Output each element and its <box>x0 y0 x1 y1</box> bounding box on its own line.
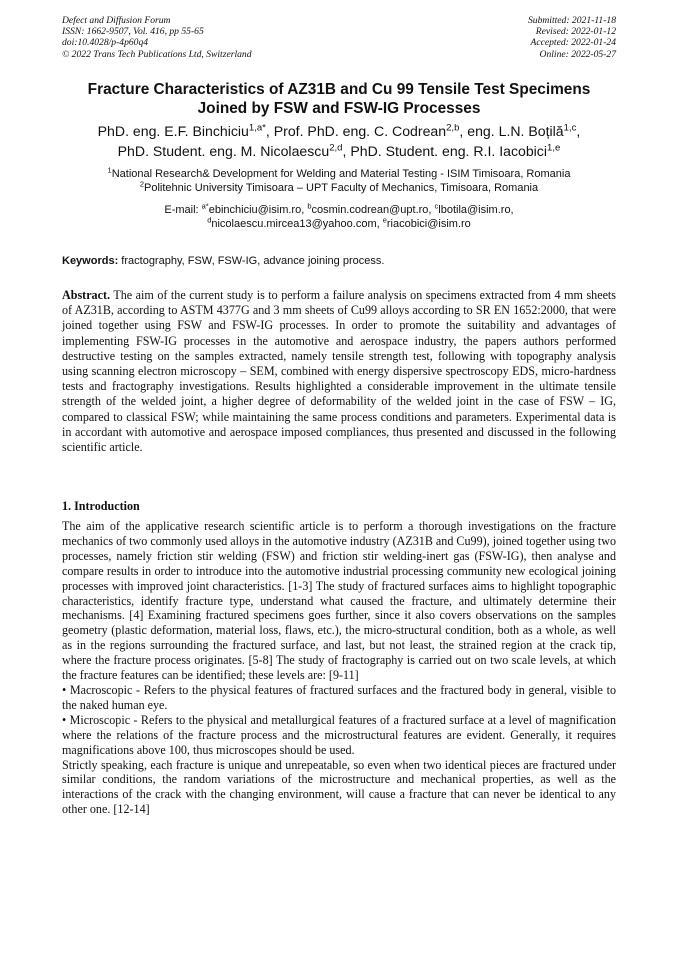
email-link[interactable]: nicolaescu.mircea13@yahoo.com, <box>211 218 383 230</box>
keywords <box>62 254 616 268</box>
author-affil-mark: 2,b <box>446 122 460 134</box>
author-name: PhD. Student. eng. M. Nicolaescu <box>117 143 330 159</box>
title-line-2: Joined by FSW and FSW-IG Processes <box>197 100 481 117</box>
journal-info <box>62 15 252 60</box>
author-affil-mark: 1,c <box>563 122 577 134</box>
abstract-text: The aim of the current study is to perform a failure analysis on specimens extracted from 4 mm sheets of AZ31B, according to ASTM 4377G and 3 mm sheets of Cu99 alloys according to SR EN 1652:2000, that were joined together using FSW and FSW-IG processes. In order to promote the suitability and advantages of implementing FSW-IG processes in the automotive and aerospace industry, the papers authors performed destructive testing on the samples extracted, namely tensile strength test, following with topography analysis using scanning electron microscopy – SEM, combined with energy dispersive spectroscopy EDS, micro-hardness tests and fractography investigations. Results highlighted a considerable improvement in the ultimate tensile strength of the welded joint, a higher degree of deformability of the welded joint in the case of FSW – IG, compared to classical FSW; while maintaining the same process conditions and parameters. Experimental data is in accordant with automotive and aerospace imposed compliances, thus presented and discussed in the following scientific article. <box>62 288 616 455</box>
keywords-text: fractography, FSW, FSW-IG, advance joining process. <box>118 255 385 267</box>
paragraph: Strictly speaking, each fracture is unique and unrepeatable, so even when two identical pieces are fractured under similar conditions, the random variations of the microstructure and mechanical properties, as well as the interactions of the crack with the changing environment, will cause a fracture that can never be identical to any other one. [12-14] <box>62 757 616 817</box>
date-submitted: Submitted: 2021-11-18 <box>527 15 616 26</box>
date-accepted: Accepted: 2022-01-24 <box>530 37 616 49</box>
email-label: E-mail: <box>164 204 202 216</box>
author-affil-mark: 1,e <box>547 142 561 154</box>
email-link[interactable]: cosmin.codrean@upt.ro, <box>311 204 435 216</box>
author-name: PhD. eng. E.F. Binchiciu <box>97 123 249 139</box>
bullet-paragraph: • Microscopic - Refers to the physical and metallurgical features of a fractured surface at a level of magnification where the relations of the fracture process and the microstructural features are evident. Generally, it requires magnifications above 100, thus microscopes should be used. <box>62 712 616 757</box>
author-affil-mark: 1,a* <box>248 122 266 134</box>
author-list <box>30 121 648 161</box>
section-heading-introduction: 1. Introduction <box>62 499 140 513</box>
title-line-1: Fracture Characteristics of AZ31B and Cu 99 Tensile Test Specimens <box>87 81 591 98</box>
abstract <box>62 288 616 455</box>
journal-copyright: © 2022 Trans Tech Publications Ltd, Switzerland <box>62 48 252 60</box>
journal-issn: ISSN: 1662-9507, Vol. 416, pp 55-65 <box>62 26 204 38</box>
introduction-body <box>62 519 616 817</box>
author-name: , eng. L.N. Boțilă <box>459 123 564 139</box>
author-line-2 <box>30 141 648 161</box>
paper-title <box>40 80 638 118</box>
publication-dates <box>528 15 616 60</box>
email-line-2: $^d$nicolaescu.mircea13@yahoo.com, $^e$riacobici@isim.ro <box>207 215 471 230</box>
author-name: , Prof. PhD. eng. C. Codrean <box>265 123 447 139</box>
author-affil-mark: 2,d <box>329 142 343 154</box>
date-revised: Revised: 2022-01-12 <box>535 26 616 38</box>
email-line-1: E-mail: $^{a*}$ebinchiciu@isim.ro, $^b$cosmin.codrean@upt.ro, $^c$lbotila@isim.ro, <box>164 201 514 216</box>
email-link[interactable]: lbotila@isim.ro, <box>438 204 514 216</box>
email-link[interactable]: ebinchiciu@isim.ro, <box>208 204 308 216</box>
journal-doi: doi:10.4028/p-4p60q4 <box>62 37 149 49</box>
date-online: Online: 2022-05-27 <box>539 48 616 60</box>
author-line-1 <box>30 121 648 141</box>
affiliation-2: $^2$Politehnic University Timisoara – UPT Faculty of Mechanics, Timisoara, Romania <box>139 179 539 194</box>
journal-name: Defect and Diffusion Forum <box>62 15 171 26</box>
bullet-paragraph: • Macroscopic - Refers to the physical features of fractured surfaces and the fractured body in general, visible to the naked human eye. <box>62 682 616 712</box>
abstract-label: Abstract. <box>62 288 111 302</box>
keywords-label: Keywords: <box>62 255 119 267</box>
author-emails <box>30 203 648 231</box>
affiliations <box>30 167 648 195</box>
affiliation-1: $^1$National Research& Development for Welding and Material Testing - ISIM Timisoara, Romania <box>107 165 571 180</box>
email-link[interactable]: riacobici@isim.ro <box>386 218 471 230</box>
paragraph: The aim of the applicative research scientific article is to perform a thorough investigations on the fracture mechanics of two commonly used alloys in the automotive industry (AZ31B and Cu99), joined together using two processes, namely friction stir welding (FSW) and friction stir welding-inert gas (FSW-IG), then analyse and compare results in order to introduce into the automotive industrial processing community new ecological joining processes with improved joint characteristics. [1-3] The study of fractured surfaces aims to highlight topographic characteristics, identify fracture type, understand what caused the fracture, and ultimately determine their mechanisms. [4] Examining fractured specimens goes further, since it also covers observations on the samples geometry (plastic deformation, material loss, flaws, etc.), the micro-structural condition, both as a whole, as well as in the regions surrounding the fractured surface, and last, but not least, the strained region at the crack tip, where the fracture process originates. [5-8] The study of fractography is carried out on two scale levels, at which the fracture features can be identified; these levels are: [9-11] <box>62 519 616 683</box>
author-separator: , <box>576 123 581 139</box>
author-name: , PhD. Student. eng. R.I. Iacobici <box>342 143 547 159</box>
